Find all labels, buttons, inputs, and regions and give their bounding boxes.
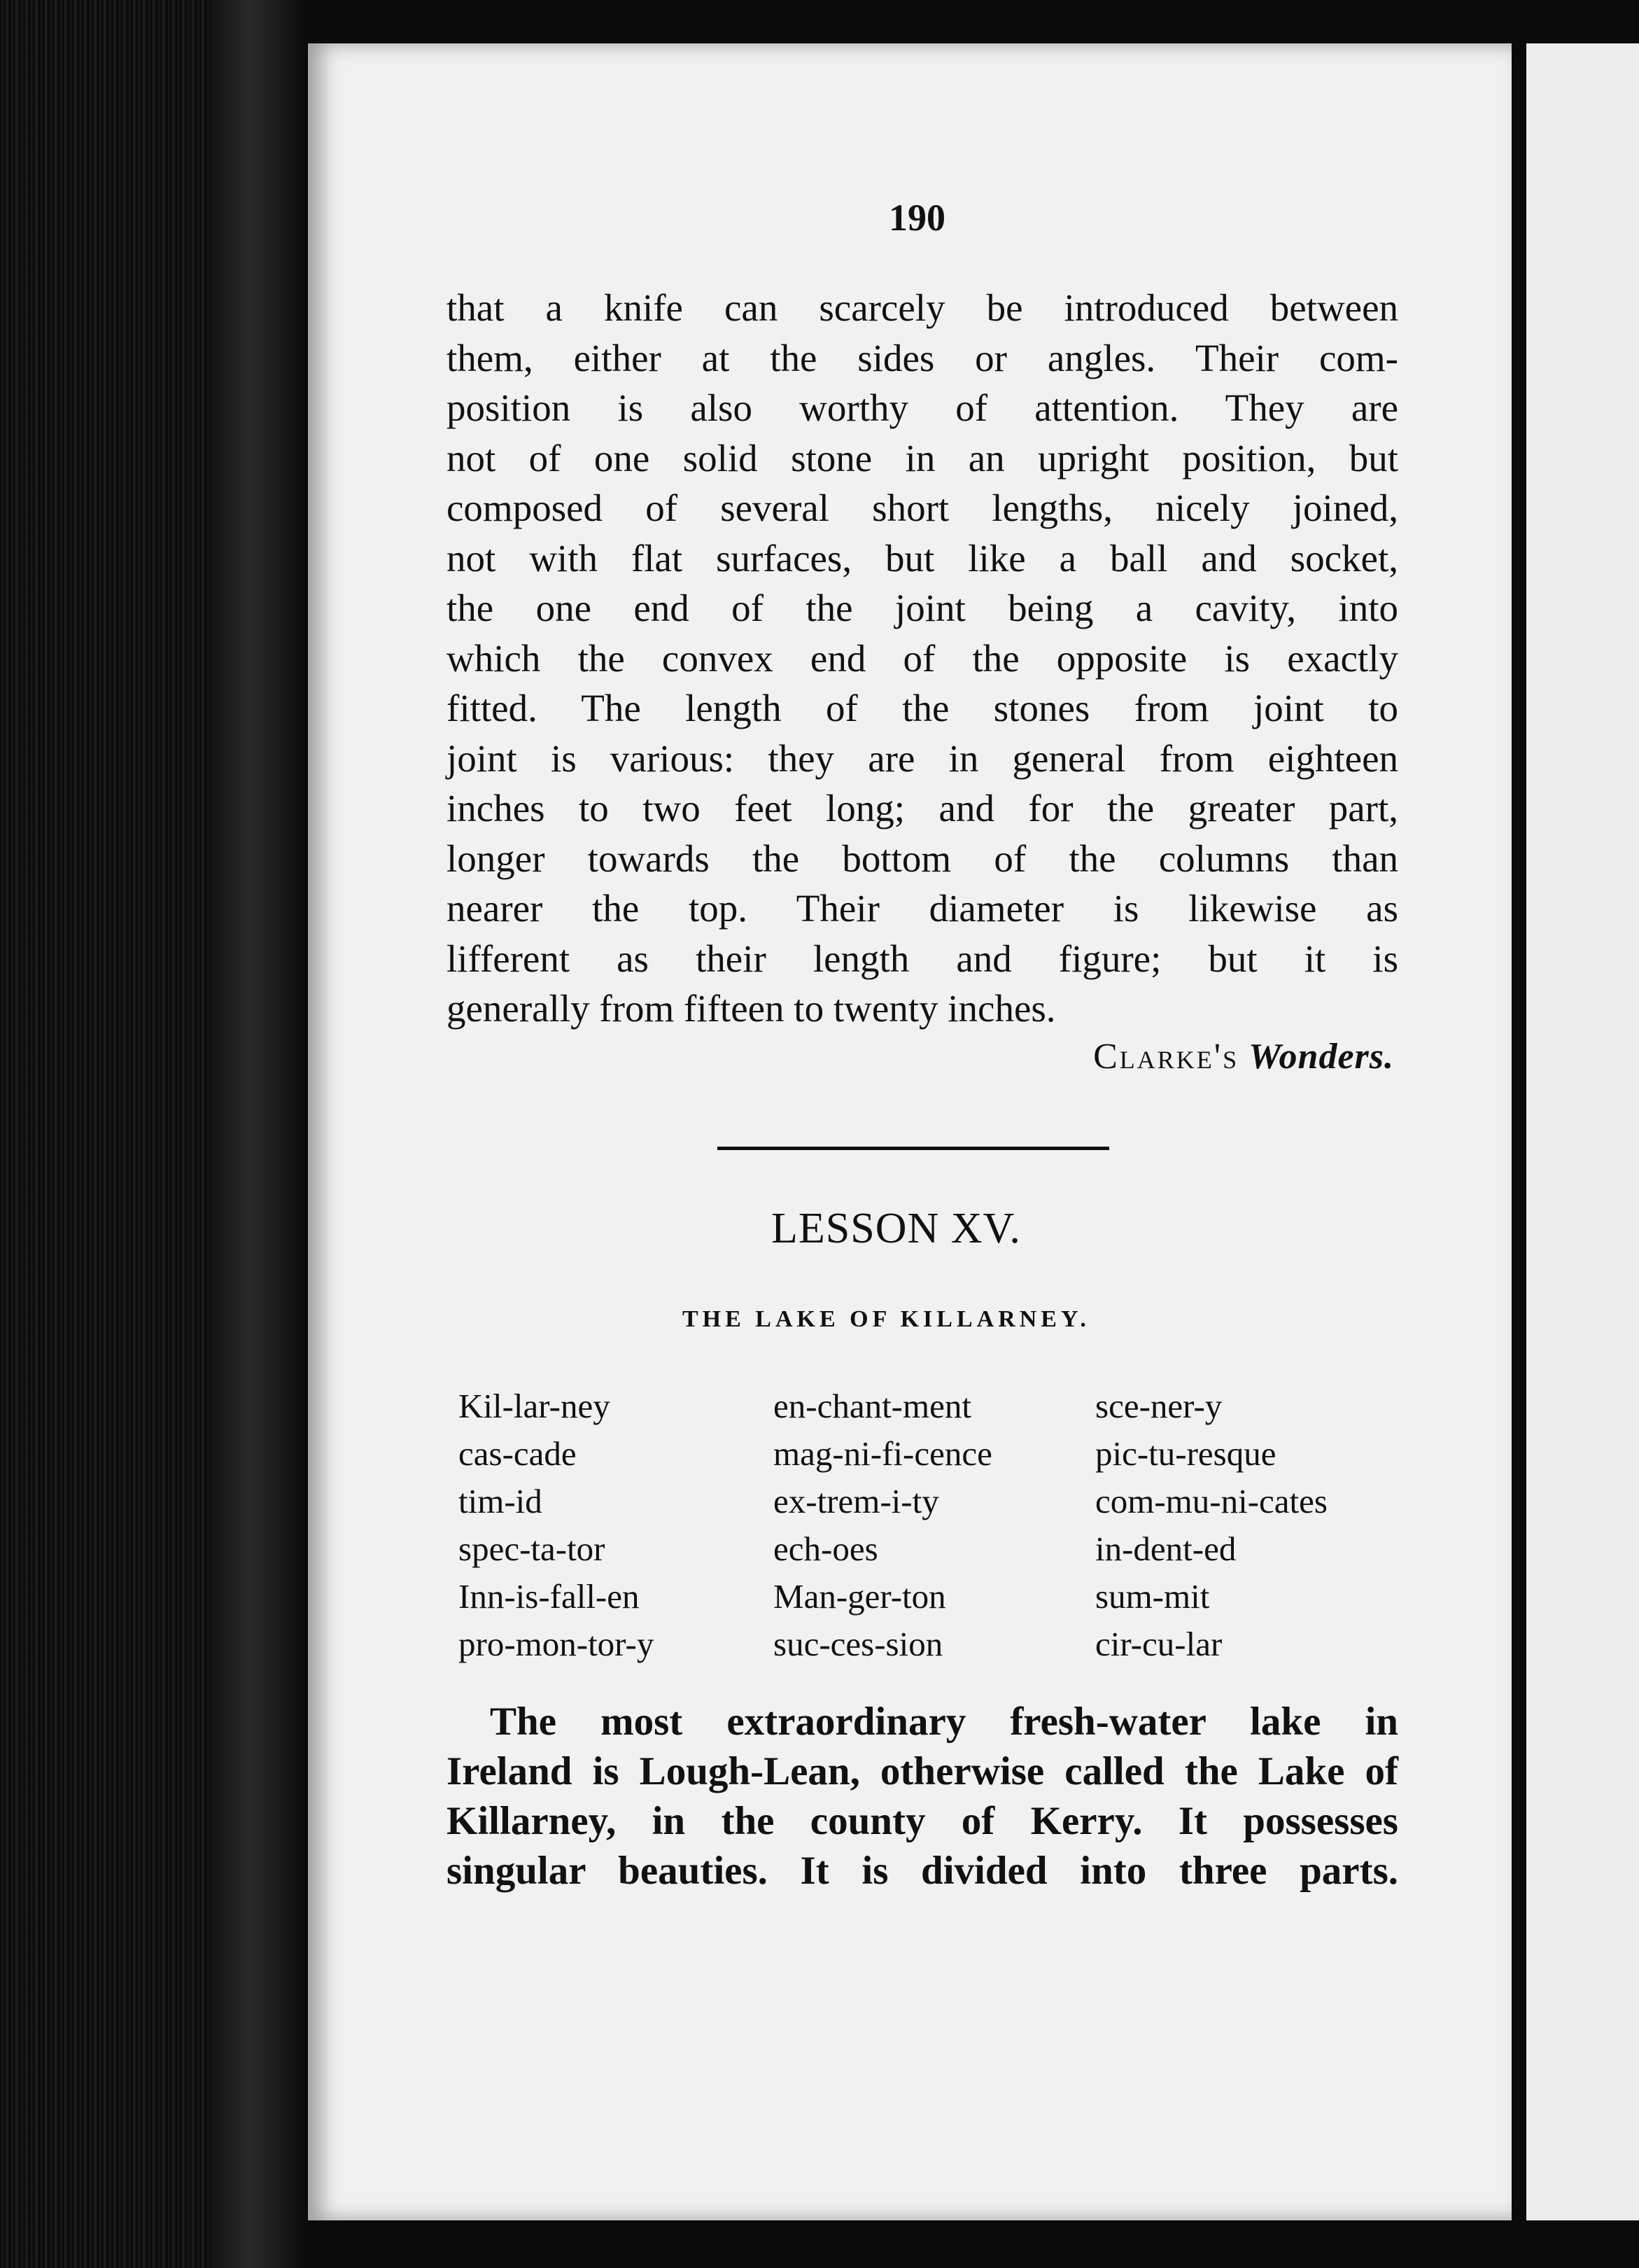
- passage-line: composed of several short lengths, nicely joined,: [446, 486, 1398, 529]
- passage-line: inches to two feet long; and for the greater part,: [446, 787, 1398, 830]
- lesson-heading: LESSON XV.: [771, 1205, 1021, 1252]
- passage-line: longer towards the bottom of the columns than: [446, 836, 1398, 880]
- spelling-word: Man-ger-ton: [773, 1577, 946, 1616]
- passage-line: generally from fifteen to twenty inches.: [446, 987, 1056, 1030]
- passage-line: position is also worthy of attention. They are: [446, 386, 1398, 429]
- spelling-word: sce-ner-y: [1095, 1387, 1223, 1425]
- continued-passage: [446, 283, 1398, 1034]
- facing-page-edge: [1522, 43, 1639, 2220]
- spelling-word: suc-ces-sion: [773, 1625, 943, 1663]
- attribution-author: Clarke's: [1093, 1037, 1239, 1077]
- passage-line: them, either at the sides or angles. Their com-: [446, 336, 1398, 379]
- spelling-word-table: [458, 1382, 1389, 1668]
- spelling-word: ech-oes: [773, 1530, 878, 1568]
- spelling-word: com-mu-ni-cates: [1095, 1482, 1328, 1520]
- passage-line: the one end of the joint being a cavity, into: [446, 587, 1398, 629]
- section-divider: [717, 1147, 1109, 1150]
- spelling-word: cas-cade: [458, 1434, 577, 1473]
- spelling-word: Kil-lar-ney: [458, 1387, 610, 1425]
- lesson-paragraph: [446, 1697, 1398, 1896]
- book-gutter: [210, 0, 308, 2268]
- spelling-word: pic-tu-resque: [1095, 1434, 1276, 1473]
- passage-line: that a knife can scarcely be introduced between: [446, 286, 1398, 329]
- lesson-line: Ireland is Lough-Lean, otherwise called the Lake of: [446, 1749, 1398, 1793]
- passage-line: nearer the top. Their diameter is likewise as: [446, 887, 1398, 930]
- lesson-subtitle: THE LAKE OF KILLARNEY.: [682, 1306, 1090, 1332]
- lesson-line: Killarney, in the county of Kerry. It possesses: [446, 1799, 1398, 1843]
- spelling-word: ex-trem-i-ty: [773, 1482, 939, 1520]
- spelling-word: sum-mit: [1095, 1577, 1210, 1616]
- passage-line: lifferent as their length and figure; but it is: [446, 937, 1398, 980]
- lesson-line: singular beauties. It is divided into three parts.: [446, 1849, 1398, 1893]
- spelling-word: tim-id: [458, 1482, 542, 1520]
- passage-line: joint is various: they are in general from eighteen: [446, 736, 1398, 780]
- source-attribution: [1093, 1036, 1394, 1077]
- spelling-word: en-chant-ment: [773, 1387, 971, 1425]
- lesson-line: The most extraordinary fresh-water lake in: [490, 1700, 1398, 1744]
- attribution-work: Wonders.: [1248, 1037, 1394, 1077]
- spelling-word: Inn-is-fall-en: [458, 1577, 640, 1616]
- spelling-word: in-dent-ed: [1095, 1530, 1237, 1568]
- spelling-word: spec-ta-tor: [458, 1530, 605, 1568]
- passage-line: which the convex end of the opposite is exactly: [446, 636, 1398, 680]
- spelling-word: pro-mon-tor-y: [458, 1625, 654, 1663]
- spelling-word: cir-cu-lar: [1095, 1625, 1223, 1663]
- spelling-word: mag-ni-fi-cence: [773, 1434, 992, 1473]
- passage-line: fitted. The length of the stones from joint to: [446, 687, 1398, 729]
- passage-line: not of one solid stone in an upright position, but: [446, 436, 1398, 479]
- page-number: 190: [889, 197, 945, 239]
- passage-line: not with flat surfaces, but like a ball and socket,: [446, 536, 1398, 580]
